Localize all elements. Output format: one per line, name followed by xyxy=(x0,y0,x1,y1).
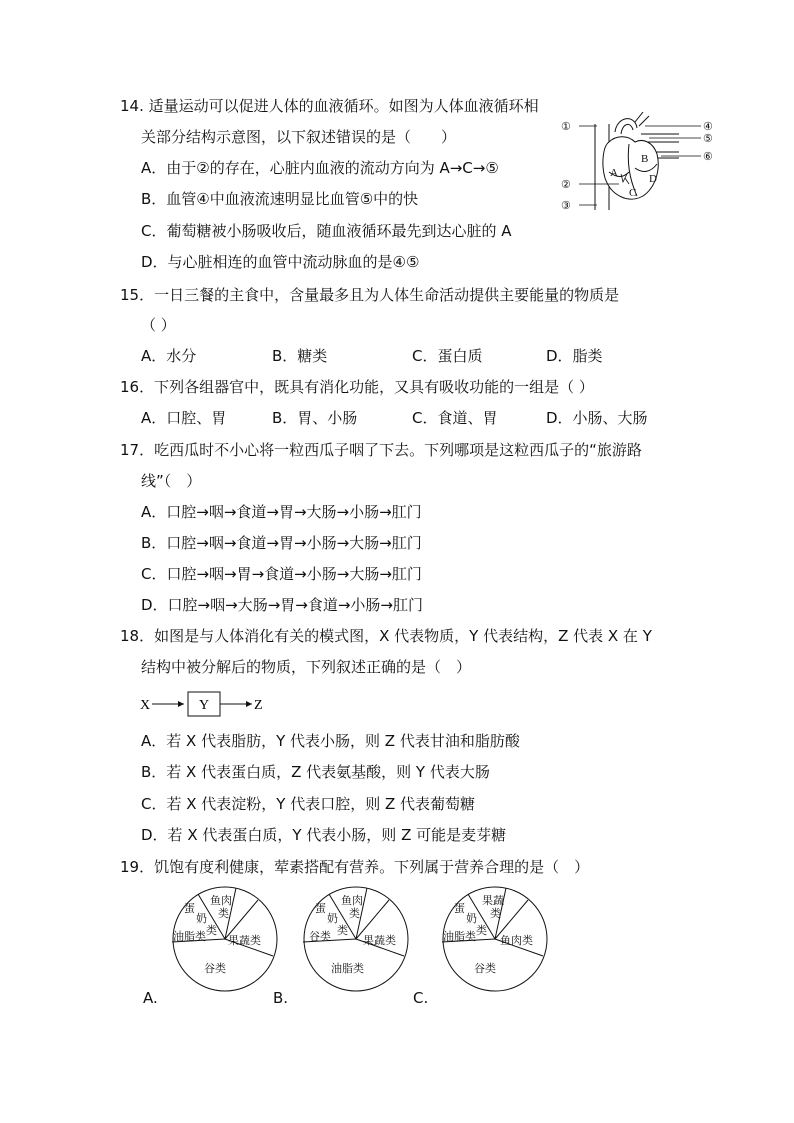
pie-b-fish-2: 类 xyxy=(349,907,360,920)
q17-option-b: B．口腔→咽→食道→胃→小肠→大肠→肛门 xyxy=(141,534,422,552)
q17-option-c: C．口腔→咽→胃→食道→小肠→大肠→肛门 xyxy=(141,565,422,583)
q18-option-c: C．若 X 代表淀粉，Y 代表口腔，则 Z 代表葡萄糖 xyxy=(141,795,476,813)
pie-a-fish-1: 鱼肉 xyxy=(210,894,232,907)
q16-option-d: D．小肠、大肠 xyxy=(546,409,648,427)
pie-a-egg-2: 奶 xyxy=(196,912,207,925)
pie-b-egg-1: 蛋 xyxy=(315,902,326,915)
heart-label-2: ② xyxy=(561,179,571,191)
pie-c-egg-1: 蛋 xyxy=(454,902,465,915)
heart-chamber-b: B xyxy=(641,153,649,165)
pie-a-fruit: 果蔬类 xyxy=(228,934,261,947)
pie-chart-a xyxy=(170,884,280,994)
heart-diagram xyxy=(557,112,717,216)
q18-stem-line1: 18．如图是与人体消化有关的模式图，X 代表物质，Y 代表结构，Z 代表 X 在 Y xyxy=(120,627,652,645)
q17-option-a: A．口腔→咽→食道→胃→大肠→小肠→肛门 xyxy=(141,503,422,521)
flow-x-label: X xyxy=(140,698,151,713)
pie-c-fruit-2: 类 xyxy=(490,907,501,920)
q15-option-a: A．水分 xyxy=(141,347,197,365)
pie-a-oil: 油脂类 xyxy=(173,930,206,943)
aorta-branch-shape xyxy=(635,112,649,126)
q18-option-d: D．若 X 代表蛋白质，Y 代表小肠，则 Z 可能是麦芽糖 xyxy=(141,826,507,844)
pie-b-egg-3: 类 xyxy=(337,924,348,937)
q17-option-d: D．口腔→咽→大肠→胃→食道→小肠→肛门 xyxy=(141,596,423,614)
q17-stem-line2: 线”（ ） xyxy=(141,472,202,490)
heart-label-6: ⑥ xyxy=(703,151,713,163)
q15-stem-line1: 15．一日三餐的主食中，含量最多且为人体生命活动提供主要能量的物质是 xyxy=(120,286,620,304)
pie-c-egg-2: 奶 xyxy=(466,912,477,925)
q18-option-a: A．若 X 代表脂肪，Y 代表小肠，则 Z 代表甘油和脂肪酸 xyxy=(141,732,520,750)
heart-chamber-d: D xyxy=(649,173,657,185)
heart-label-3: ③ xyxy=(561,200,571,212)
pie-c-fish: 鱼肉类 xyxy=(500,934,533,947)
pie-b-fish-1: 鱼肉 xyxy=(341,894,363,907)
pie-a-egg-1: 蛋 xyxy=(184,902,195,915)
pie-a-main: 谷类 xyxy=(204,962,226,975)
pie-c-egg-3: 类 xyxy=(476,924,487,937)
flow-arrowhead-1 xyxy=(178,701,184,707)
q18-stem-line2: 结构中被分解后的物质，下列叙述正确的是（ ） xyxy=(141,658,472,676)
flow-arrowhead-2 xyxy=(246,701,252,707)
pie-c-fruit-1: 果蔬 xyxy=(482,894,504,907)
flow-y-label: Y xyxy=(199,698,210,713)
pie-c-main: 谷类 xyxy=(474,962,496,975)
heart-label-4: ④ xyxy=(703,121,713,133)
q14-option-d: D．与心脏相连的血管中流动脉血的是④⑤ xyxy=(141,253,420,271)
q19-stem: 19．饥饱有度利健康，荤素搭配有营养。下列属于营养合理的是（ ） xyxy=(120,858,590,876)
heart-label-5: ⑤ xyxy=(703,133,713,145)
q17-stem-line1: 17．吃西瓜时不小心将一粒西瓜子咽了下去。下列哪项是这粒西瓜子的“旅游路 xyxy=(120,441,642,459)
q14-option-a: A．由于②的存在，心脏内血液的流动方向为 A→C→⑤ xyxy=(141,159,499,177)
q14-stem-line1: 14. 适量运动可以促进人体的血液循环。如图为人体血液循环相 xyxy=(120,97,539,115)
q15-stem-line2: （ ） xyxy=(141,316,176,334)
heart-chamber-c: C xyxy=(629,187,637,199)
pie-c-oil: 油脂类 xyxy=(443,930,476,943)
q16-option-c: C．食道、胃 xyxy=(412,409,498,427)
q16-option-a: A．口腔、胃 xyxy=(141,409,227,427)
pie-a-fish-2: 类 xyxy=(218,907,229,920)
pie-b-oil: 油脂类 xyxy=(331,962,364,975)
pie-b-egg-2: 奶 xyxy=(327,912,338,925)
q14-option-b: B．血管④中血液流速明显比血管⑤中的快 xyxy=(141,190,419,208)
pie-chart-b xyxy=(301,884,411,994)
flow-z-label: Z xyxy=(254,698,263,713)
q16-stem: 16．下列各组器官中，既具有消化功能，又具有吸收功能的一组是（ ） xyxy=(120,378,594,396)
aorta-arch-shape xyxy=(615,119,637,134)
q19-option-c-label: C. xyxy=(413,989,429,1007)
q14-stem-line2: 关部分结构示意图，以下叙述错误的是（ ） xyxy=(141,128,457,146)
digestion-flow-diagram xyxy=(138,690,268,720)
q15-option-d: D．脂类 xyxy=(546,347,603,365)
q14-option-c: C．葡萄糖被小肠吸收后，随血液循环最先到达心脏的 A xyxy=(141,222,512,240)
pie-b-fruit: 果蔬类 xyxy=(363,934,396,947)
q19-option-b-label: B. xyxy=(273,989,289,1007)
pie-b-cereal: 谷类 xyxy=(309,930,331,943)
pie-chart-c xyxy=(440,884,550,994)
heart-label-1: ① xyxy=(561,121,571,133)
pie-a-egg-3: 类 xyxy=(206,924,217,937)
q15-option-c: C．蛋白质 xyxy=(412,347,483,365)
q18-option-b: B．若 X 代表蛋白质，Z 代表氨基酸，则 Y 代表大肠 xyxy=(141,763,490,781)
q19-option-a-label: A. xyxy=(143,989,158,1007)
q15-option-b: B．糖类 xyxy=(272,347,328,365)
heart-chamber-a: A xyxy=(610,167,618,179)
q16-option-b: B．胃、小肠 xyxy=(272,409,358,427)
